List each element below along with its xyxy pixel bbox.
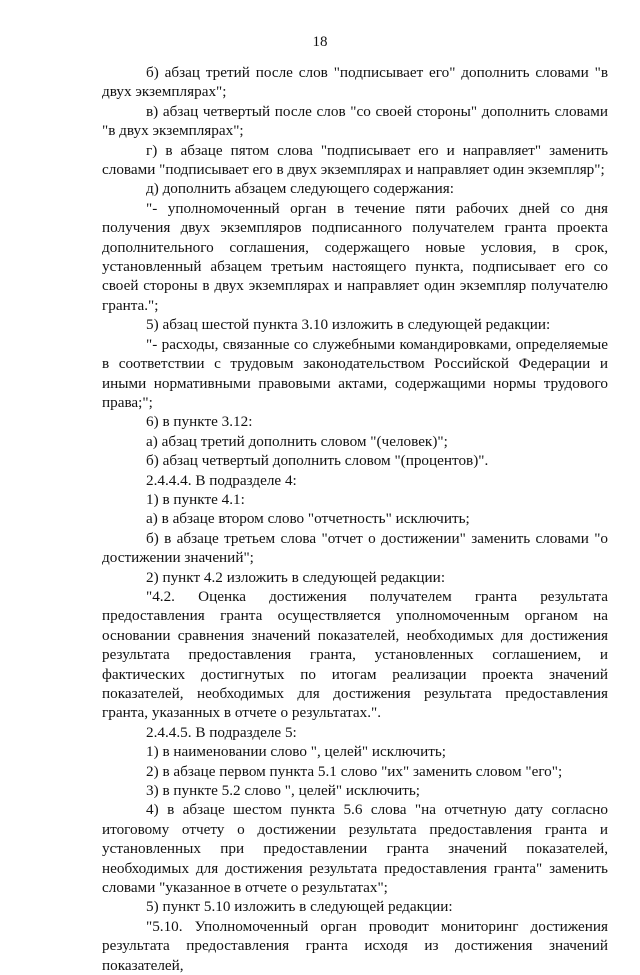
page-number: 18 xyxy=(312,34,328,50)
paragraph: "- уполномоченный орган в течение пяти рабочих дней со дня получения двух экземпляров подписанного получателем гранта проекта дополнительного соглашения, содержащего новые условия, в срок, установленный абзацем третьим настоящего пункта, подписывает его со своей стороны в двух экземплярах и направляет один экземпляр получателю гранта."; xyxy=(102,199,608,314)
paragraph: а) в абзаце втором слово "отчетность" исключить; xyxy=(146,510,470,528)
paragraph: г) в абзаце пятом слова "подписывает его и направляет" заменить словами "подписывает его в двух экземплярах и направляет один экземпляр"; xyxy=(102,141,608,179)
paragraph: "5.10. Уполномоченный орган проводит мониторинг достижения результата предоставления гранта исходя из достижения значений показателей, xyxy=(102,917,608,974)
paragraph: д) дополнить абзацем следующего содержания: xyxy=(146,180,454,198)
paragraph: "- расходы, связанные со служебными командировками, определяемые в соответствии с трудовым законодательством Российской Федерации и иными нормативными правовыми актами, содержащими нормы трудового права;"; xyxy=(102,335,608,411)
paragraph: 1) в наименовании слово ", целей" исключить; xyxy=(146,743,446,761)
paragraph: 2.4.4.5. В подразделе 5: xyxy=(146,723,297,741)
paragraph: 2.4.4.4. В подразделе 4: xyxy=(146,471,297,489)
paragraph: 5) абзац шестой пункта 3.10 изложить в следующей редакции: xyxy=(146,316,551,334)
paragraph: 5) пункт 5.10 изложить в следующей редакции: xyxy=(146,898,453,916)
paragraph: б) абзац четвертый дополнить словом "(процентов)". xyxy=(146,452,489,470)
document-body xyxy=(102,63,608,975)
paragraph: "4.2. Оценка достижения получателем гранта результата предоставления гранта осуществляется уполномоченным органом на основании сравнения значений показателей, необходимых для достижения результата предоставления гранта, установленных соглашением, и фактических достигнутых по итогам реализации проекта значений показателей, необходимых для достижения результата предоставления гранта, указанных в отчете о результатах.". xyxy=(102,587,608,722)
paragraph: 4) в абзаце шестом пункта 5.6 слова "на отчетную дату согласно итоговому отчету о достижении результата предоставления гранта и установленных при предоставлении гранта значений показателей, необходимых для достижения результата предоставления гранта" заменить словами "указанное в отчете о результатах"; xyxy=(102,801,608,897)
paragraph: 1) в пункте 4.1: xyxy=(146,490,245,508)
paragraph: 2) в абзаце первом пункта 5.1 слово "их" заменить словом "его"; xyxy=(146,762,563,780)
paragraph: 2) пункт 4.2 изложить в следующей редакции: xyxy=(146,568,446,586)
paragraph: б) в абзаце третьем слова "отчет о достижении" заменить словами "о достижении значений"; xyxy=(102,529,608,567)
paragraph: б) абзац третий после слов "подписывает его" дополнить словами "в двух экземплярах"; xyxy=(102,64,608,101)
paragraph: а) абзац третий дополнить словом "(человек)"; xyxy=(146,432,448,450)
paragraph: 6) в пункте 3.12: xyxy=(146,413,253,431)
paragraph: в) абзац четвертый после слов "со своей стороны" дополнить словами "в двух экземплярах"; xyxy=(102,102,608,140)
paragraph: 3) в пункте 5.2 слово ", целей" исключить; xyxy=(146,782,421,800)
